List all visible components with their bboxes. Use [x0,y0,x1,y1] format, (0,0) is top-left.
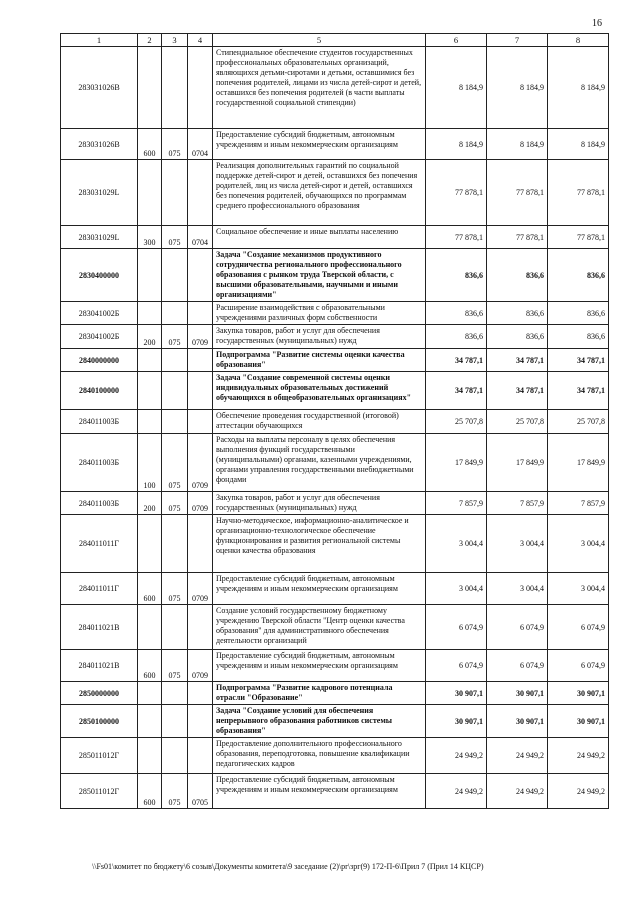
row-value-col-6: 77 878,1 [426,226,487,249]
row-value-col-6: 836,6 [426,249,487,302]
row-value-col-6: 6 074,9 [426,650,487,682]
row-col-3: 075 [162,325,188,349]
row-value-col-8: 25 707,8 [548,410,609,434]
row-col-3 [162,682,188,705]
row-col-3 [162,515,188,573]
row-col-3 [162,705,188,738]
row-value-col-8: 24 949,2 [548,774,609,809]
row-value-col-8: 6 074,9 [548,650,609,682]
row-value-col-8: 836,6 [548,249,609,302]
table-row [61,129,609,160]
row-value-col-6: 25 707,8 [426,410,487,434]
table-row [61,738,609,774]
row-value-col-6: 17 849,9 [426,434,487,492]
row-col-4: 0709 [188,492,213,515]
row-col-4 [188,160,213,226]
row-value-col-7: 24 949,2 [487,738,548,774]
row-col-2 [138,302,162,325]
row-code: 284011021В [61,605,138,650]
row-description: Обеспечение проведения государственной (итоговой) аттестации обучающихся [213,410,426,434]
header-col-7: 7 [487,34,548,47]
row-description: Задача "Создание механизмов продуктивного сотрудничества регионального профессионального образования с рынком труда Тверской области, с высшими образовательными, научными и иными организациями" [213,249,426,302]
row-value-col-8: 7 857,9 [548,492,609,515]
row-value-col-8: 77 878,1 [548,226,609,249]
row-value-col-7: 836,6 [487,325,548,349]
table-row [61,249,609,302]
row-description: Предоставление субсидий бюджетным, автономным учреждениям и иным некоммерческим организациям [213,129,426,160]
row-description: Подпрограмма "Развитие системы оценки качества образования" [213,349,426,372]
row-value-col-7: 8 184,9 [487,129,548,160]
row-code: 2850100000 [61,705,138,738]
row-description: Предоставление субсидий бюджетным, автономным учреждениям и иным некоммерческим организациям [213,650,426,682]
row-value-col-6: 24 949,2 [426,774,487,809]
header-col-3: 3 [162,34,188,47]
row-value-col-7: 3 004,4 [487,573,548,605]
row-description: Расширение взаимодействия с образовательными учреждениями различных форм собственности [213,302,426,325]
row-col-2 [138,515,162,573]
row-col-2 [138,410,162,434]
row-col-2 [138,682,162,705]
table-row [61,705,609,738]
row-code: 283031026В [61,129,138,160]
row-value-col-7: 17 849,9 [487,434,548,492]
table-row [61,325,609,349]
row-col-3: 075 [162,226,188,249]
row-value-col-8: 34 787,1 [548,372,609,410]
row-col-3: 075 [162,129,188,160]
row-code: 283041002Б [61,302,138,325]
row-col-2: 600 [138,650,162,682]
row-col-4: 0709 [188,325,213,349]
row-value-col-7: 77 878,1 [487,226,548,249]
row-value-col-7: 6 074,9 [487,650,548,682]
header-col-5: 5 [213,34,426,47]
row-description: Закупка товаров, работ и услуг для обеспечения государственных (муниципальных) нужд [213,325,426,349]
row-col-2 [138,249,162,302]
row-col-2 [138,705,162,738]
row-description: Стипендиальное обеспечение студентов государственных профессиональных образовательных организаций, являющихся детьми-сиротами и детьми, оставшимися без попечения родителей, лицами из числа детей-сирот и детей, оставшихся без попечения родителей (в части выплаты государственной социальной стипендии) [213,47,426,129]
row-value-col-6: 8 184,9 [426,47,487,129]
row-col-3: 075 [162,573,188,605]
row-col-4: 0704 [188,226,213,249]
table-row [61,492,609,515]
row-description: Закупка товаров, работ и услуг для обеспечения государственных (муниципальных) нужд [213,492,426,515]
row-col-2: 200 [138,325,162,349]
row-description: Реализация дополнительных гарантий по социальной поддержке детей-сирот и детей, оставшихся без попечения родителей, лиц из числа детей-сирот и детей, оставшихся без попечения родителей, обучающихся по программам среднего профессионального образования [213,160,426,226]
row-col-4 [188,302,213,325]
row-value-col-7: 24 949,2 [487,774,548,809]
row-col-3: 075 [162,650,188,682]
table-row [61,47,609,129]
row-description: Задача "Создание современной системы оценки индивидуальных образовательных достижений обучающихся в общеобразовательных организациях" [213,372,426,410]
row-col-4 [188,738,213,774]
table-row [61,349,609,372]
row-value-col-7: 3 004,4 [487,515,548,573]
row-value-col-8: 30 907,1 [548,682,609,705]
row-col-3: 075 [162,434,188,492]
row-code: 283031026В [61,47,138,129]
row-col-2 [138,349,162,372]
row-value-col-7: 836,6 [487,302,548,325]
row-col-3: 075 [162,774,188,809]
row-value-col-6: 24 949,2 [426,738,487,774]
row-value-col-7: 77 878,1 [487,160,548,226]
row-value-col-8: 8 184,9 [548,47,609,129]
header-col-2: 2 [138,34,162,47]
row-col-3 [162,605,188,650]
row-code: 285011012Г [61,738,138,774]
row-value-col-8: 77 878,1 [548,160,609,226]
row-value-col-6: 836,6 [426,325,487,349]
row-col-4 [188,605,213,650]
row-value-col-7: 6 074,9 [487,605,548,650]
row-description: Расходы на выплаты персоналу в целях обеспечения выполнения функций государственными (муниципальными) органами, казенными учреждениями, органами управления государственными внебюджетными фондами [213,434,426,492]
row-code: 284011021В [61,650,138,682]
row-col-4 [188,410,213,434]
row-code: 284011003Б [61,410,138,434]
row-code: 283031029L [61,160,138,226]
row-value-col-8: 3 004,4 [548,515,609,573]
row-col-2: 100 [138,434,162,492]
row-col-4: 0709 [188,650,213,682]
row-col-4 [188,47,213,129]
budget-table [60,33,609,809]
row-value-col-8: 836,6 [548,325,609,349]
row-col-2 [138,160,162,226]
row-col-2 [138,372,162,410]
row-col-2: 600 [138,573,162,605]
row-description: Предоставление дополнительного профессионального образования, переподготовка, повышение квалификации педагогических кадров [213,738,426,774]
row-value-col-7: 7 857,9 [487,492,548,515]
table-row [61,650,609,682]
row-value-col-6: 34 787,1 [426,349,487,372]
row-col-3 [162,410,188,434]
row-code: 284011011Г [61,573,138,605]
row-col-4 [188,349,213,372]
row-value-col-8: 24 949,2 [548,738,609,774]
row-col-4: 0705 [188,774,213,809]
row-value-col-8: 3 004,4 [548,573,609,605]
table-row [61,682,609,705]
row-code: 284011003Б [61,434,138,492]
row-value-col-6: 8 184,9 [426,129,487,160]
row-col-2: 600 [138,129,162,160]
row-value-col-7: 30 907,1 [487,705,548,738]
row-col-2 [138,47,162,129]
table-row [61,372,609,410]
row-description: Подпрограмма "Развитие кадрового потенциала отрасли "Образование" [213,682,426,705]
row-col-4: 0709 [188,573,213,605]
row-value-col-6: 836,6 [426,302,487,325]
table-header-row [61,34,609,47]
row-value-col-6: 3 004,4 [426,573,487,605]
file-path-footer: \\Fs01\комитет по бюджету\6 созыв\Документы комитета\9 заседание (2)\pr\зрг(9) 172-П-6\Прил 7 (Прил 14 КЦСР) [92,862,484,871]
header-col-1: 1 [61,34,138,47]
row-value-col-7: 34 787,1 [487,349,548,372]
row-value-col-8: 836,6 [548,302,609,325]
table-row [61,515,609,573]
row-col-4 [188,372,213,410]
row-col-3: 075 [162,492,188,515]
row-col-4: 0709 [188,434,213,492]
row-code: 283031029L [61,226,138,249]
table-body [61,47,609,809]
row-code: 2840100000 [61,372,138,410]
row-col-3 [162,372,188,410]
page-number: 16 [592,18,602,29]
row-col-3 [162,249,188,302]
row-description: Предоставление субсидий бюджетным, автономным учреждениям и иным некоммерческим организациям [213,573,426,605]
row-value-col-8: 17 849,9 [548,434,609,492]
table-row [61,605,609,650]
row-col-2 [138,605,162,650]
row-code: 283041002Б [61,325,138,349]
row-value-col-6: 3 004,4 [426,515,487,573]
row-col-2: 300 [138,226,162,249]
row-value-col-7: 25 707,8 [487,410,548,434]
row-value-col-6: 7 857,9 [426,492,487,515]
row-col-4 [188,249,213,302]
row-value-col-6: 30 907,1 [426,705,487,738]
row-code: 284011003Б [61,492,138,515]
table-row [61,410,609,434]
row-value-col-6: 34 787,1 [426,372,487,410]
row-value-col-7: 8 184,9 [487,47,548,129]
row-description: Социальное обеспечение и иные выплаты населению [213,226,426,249]
row-description: Задача "Создание условий для обеспечения непрерывного образования работников системы образования" [213,705,426,738]
table-row [61,302,609,325]
row-value-col-7: 30 907,1 [487,682,548,705]
row-value-col-8: 30 907,1 [548,705,609,738]
row-col-4 [188,705,213,738]
row-col-3 [162,349,188,372]
row-value-col-8: 6 074,9 [548,605,609,650]
row-code: 2840000000 [61,349,138,372]
row-col-3 [162,738,188,774]
header-col-4: 4 [188,34,213,47]
row-col-3 [162,302,188,325]
row-code: 284011011Г [61,515,138,573]
table-row [61,226,609,249]
row-value-col-8: 8 184,9 [548,129,609,160]
row-code: 2830400000 [61,249,138,302]
row-code: 285011012Г [61,774,138,809]
row-description: Предоставление субсидий бюджетным, автономным учреждениям и иным некоммерческим организациям [213,774,426,809]
table-row [61,573,609,605]
row-value-col-7: 34 787,1 [487,372,548,410]
row-value-col-8: 34 787,1 [548,349,609,372]
row-value-col-6: 77 878,1 [426,160,487,226]
row-col-4 [188,682,213,705]
row-description: Создание условий государственному бюджетному учреждению Тверской области "Центр оценки качества образования" для административного обеспечения деятельности организаций [213,605,426,650]
row-value-col-7: 836,6 [487,249,548,302]
row-col-2: 200 [138,492,162,515]
row-code: 2850000000 [61,682,138,705]
row-description: Научно-методическое, информационно-аналитическое и организационно-технологическое обеспечение функционирования и развития региональной системы оценки качества образования [213,515,426,573]
row-col-3 [162,160,188,226]
row-col-4: 0704 [188,129,213,160]
header-col-8: 8 [548,34,609,47]
row-value-col-6: 6 074,9 [426,605,487,650]
table-row [61,160,609,226]
table-row [61,774,609,809]
row-col-4 [188,515,213,573]
row-col-2: 600 [138,774,162,809]
row-col-2 [138,738,162,774]
header-col-6: 6 [426,34,487,47]
table-row [61,434,609,492]
row-value-col-6: 30 907,1 [426,682,487,705]
row-col-3 [162,47,188,129]
